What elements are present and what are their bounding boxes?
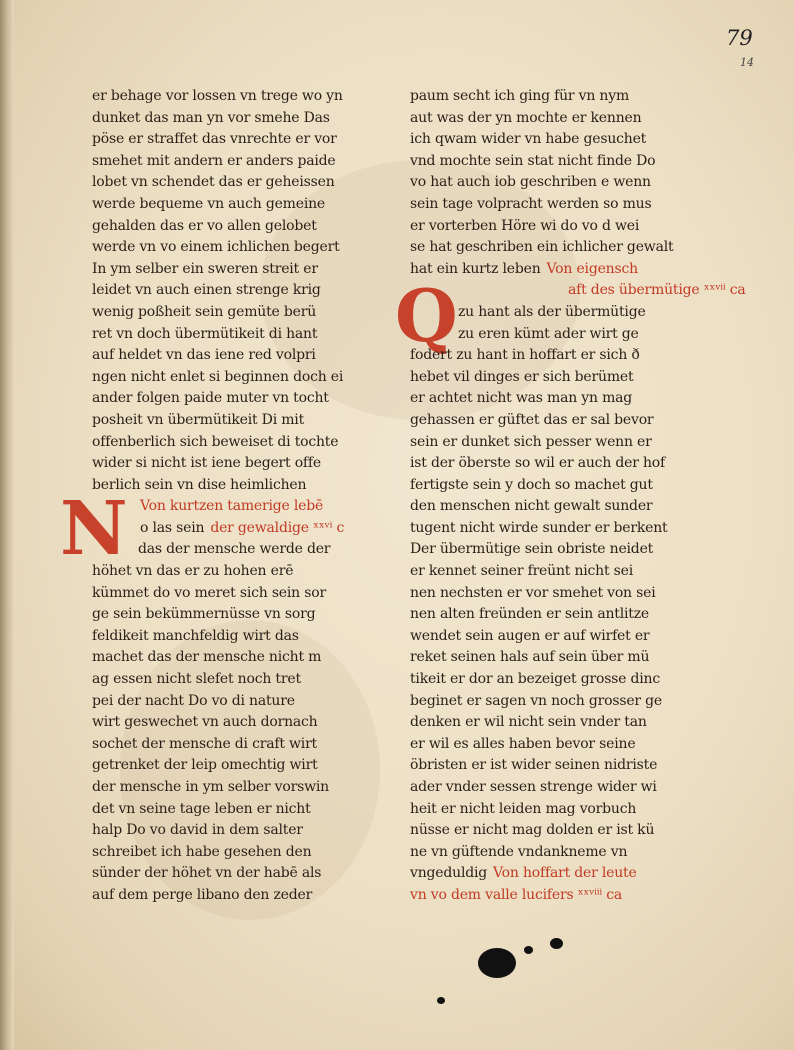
text-line	[410, 734, 710, 756]
text-line	[410, 453, 710, 475]
line-text: ge sein bekümmernüsse vn sorg	[92, 606, 316, 623]
text-line	[410, 626, 710, 648]
text-line	[410, 583, 710, 605]
text-line	[410, 172, 710, 194]
text-line	[92, 324, 392, 346]
line-text: auf dem perge libano den zeder	[92, 886, 313, 903]
text-line	[92, 129, 392, 151]
line-text: öbristen er ist wider seinen nidriste	[410, 757, 658, 774]
line-text: In ym selber ein sweren streit er	[92, 260, 318, 277]
line-text: getrenket der leip omechtig wirt	[92, 757, 318, 774]
text-line	[92, 777, 392, 799]
line-text: ander folgen paide muter vn tocht	[92, 390, 329, 407]
text-line	[92, 691, 392, 713]
illuminated-initial-q: Q	[395, 273, 458, 358]
line-text: fodert zu hant in hoffart er sich ð	[410, 347, 640, 364]
line-text: er wil es alles haben bevor seine	[410, 735, 636, 752]
text-line	[92, 755, 392, 777]
line-text: ist der öberste so wil er auch der hof	[410, 455, 666, 472]
line-text: sein tage volpracht werden so mus	[410, 195, 652, 212]
text-line	[92, 518, 392, 540]
line-text: nen alten freünden er sein antlitze	[410, 606, 649, 623]
text-line	[410, 410, 710, 432]
text-line	[410, 561, 710, 583]
text-line	[92, 453, 392, 475]
text-line	[410, 496, 710, 518]
text-line	[92, 172, 392, 194]
text-line	[410, 388, 710, 410]
line-text: feldikeit manchfeldig wirt das	[92, 627, 299, 644]
text-line	[92, 863, 392, 885]
line-text: Der übermütige sein obriste neidet	[410, 541, 654, 558]
text-line	[410, 345, 710, 367]
text-line	[410, 647, 710, 669]
illuminated-initial-n: N	[60, 486, 128, 572]
line-text: werde bequeme vn auch gemeine	[92, 195, 326, 212]
right-text-column	[410, 86, 746, 907]
line-text: paum secht ich ging für vn nym	[410, 88, 630, 104]
text-line	[92, 432, 392, 454]
line-text: er achtet nicht was man yn mag	[410, 390, 633, 407]
text-line	[92, 86, 392, 108]
line-text: smehet mit andern er anders paide	[92, 152, 336, 169]
line-text: ngen nicht enlet si beginnen doch ei	[92, 368, 344, 385]
text-line	[410, 518, 710, 540]
line-text: er kennet seiner freünt nicht sei	[410, 563, 634, 580]
text-line	[92, 647, 392, 669]
line-text: das der mensche werde der	[138, 541, 331, 558]
line-text: der mensche in ym selber vorswin	[92, 779, 329, 795]
text-line	[410, 842, 710, 864]
text-line	[410, 712, 710, 734]
line-text: tikeit er dor an bezeiget grosse dinc	[410, 671, 660, 688]
text-line	[92, 799, 392, 821]
line-text: ich qwam wider vn habe gesuchet	[410, 131, 647, 148]
line-text: dunket das man yn vor smehe Das	[92, 109, 330, 126]
line-text: vo hat auch iob geschriben e wenn	[410, 174, 651, 191]
line-text: posheit vn übermütikeit Di mit	[92, 411, 305, 428]
line-text: auf heldet vn das iene red volpri	[92, 347, 316, 364]
line-text: heit er nicht leiden mag vorbuch	[410, 800, 637, 817]
folio-subnumber: 14	[740, 56, 754, 69]
rubric-heading: der gewaldige ˣˣᵛⁱ c	[210, 519, 345, 536]
text-line	[92, 194, 392, 216]
text-line	[410, 820, 710, 842]
text-line	[92, 237, 392, 259]
parchment-hole	[478, 948, 516, 978]
text-line	[410, 86, 710, 108]
line-text: ne vn güftende vndankneme vn	[410, 843, 628, 860]
line-text: pöse er straffet das vnrechte er vor	[92, 131, 337, 148]
line-text: denken er wil nicht sein vnder tan	[410, 714, 647, 731]
folio-number: 79	[726, 26, 753, 50]
text-line	[410, 863, 710, 885]
text-line	[92, 151, 392, 173]
rubric-heading: aft des übermütige ˣˣᵛⁱⁱ ca	[568, 282, 746, 299]
line-text: fertigste sein y doch so machet gut	[410, 476, 653, 493]
line-text: ader vnder sessen strenge wider wi	[410, 779, 657, 795]
line-text: zu eren kümt ader wirt ge	[458, 325, 639, 342]
text-line	[92, 410, 392, 432]
parchment-hole	[524, 946, 533, 954]
line-text: lobet vn schendet das er geheissen	[92, 174, 335, 191]
text-line	[410, 108, 710, 130]
text-line	[410, 669, 710, 691]
line-text: er vorterben Höre wi do vo d wei	[410, 217, 640, 234]
line-text: offenberlich sich beweiset di tochte	[92, 433, 339, 450]
line-text: berlich sein vn dise heimlichen	[92, 476, 307, 493]
text-line	[410, 237, 710, 259]
text-line	[410, 777, 710, 799]
text-line	[410, 539, 710, 561]
line-text: nüsse er nicht mag dolden er ist kü	[410, 822, 655, 839]
text-line	[92, 561, 392, 583]
line-text: gehassen er güftet das er sal bevor	[410, 411, 654, 428]
text-line	[92, 885, 392, 907]
left-text-column	[92, 86, 392, 907]
text-line	[92, 712, 392, 734]
text-line	[92, 475, 392, 497]
text-line	[92, 604, 392, 626]
text-line	[92, 280, 392, 302]
text-line	[410, 755, 710, 777]
text-line	[410, 432, 710, 454]
rubric-heading: Von eigensch	[546, 260, 638, 277]
line-text: o las sein	[140, 519, 205, 536]
text-line	[410, 885, 710, 907]
text-line	[92, 345, 392, 367]
parchment-hole	[550, 938, 563, 949]
text-line	[92, 583, 392, 605]
line-text: det vn seine tage leben er nicht	[92, 800, 311, 817]
line-text: wirt geswechet vn auch dornach	[92, 714, 318, 731]
text-line	[92, 669, 392, 691]
line-text: se hat geschriben ein ichlicher gewalt	[410, 239, 674, 256]
parchment-hole	[437, 997, 445, 1004]
text-line	[92, 496, 392, 518]
line-text: gehalden das er vo allen gelobet	[92, 217, 317, 234]
line-text: leidet vn auch einen strenge krig	[92, 282, 321, 299]
line-text: den menschen nicht gewalt sunder	[410, 498, 653, 515]
text-line	[410, 302, 710, 324]
text-line	[410, 216, 710, 238]
line-text: aut was der yn mochte er kennen	[410, 109, 642, 126]
text-line	[92, 842, 392, 864]
line-text: sochet der mensche di craft wirt	[92, 735, 317, 752]
line-text: hebet vil dinges er sich berümet	[410, 368, 634, 385]
text-line	[92, 367, 392, 389]
line-text: schreibet ich habe gesehen den	[92, 843, 312, 860]
line-text: sein er dunket sich pesser wenn er	[410, 433, 652, 450]
text-line	[410, 151, 710, 173]
text-line	[410, 280, 746, 302]
line-text: wenig poßheit sein gemüte berü	[92, 303, 317, 320]
line-text: zu hant als der übermütige	[458, 303, 646, 320]
line-text: vngeduldig	[410, 865, 488, 882]
text-line	[92, 734, 392, 756]
line-text: nen nechsten er vor smehet von sei	[410, 584, 656, 601]
text-line	[410, 129, 710, 151]
text-line	[92, 259, 392, 281]
line-text: ret vn doch übermütikeit di hant	[92, 325, 318, 342]
text-line	[92, 820, 392, 842]
line-text: reket seinen hals auf sein über mü	[410, 649, 650, 666]
rubric-heading: Von kurtzen tamerige lebē	[140, 498, 324, 515]
line-text: halp Do vo david in dem salter	[92, 822, 303, 839]
text-line	[92, 626, 392, 648]
line-text: wider si nicht ist iene begert offe	[92, 455, 321, 472]
text-line	[92, 108, 392, 130]
text-line	[410, 691, 710, 713]
text-line	[410, 475, 710, 497]
text-line	[92, 302, 392, 324]
line-text: hat ein kurtz leben	[410, 260, 541, 277]
text-line	[92, 539, 392, 561]
text-line	[410, 367, 710, 389]
line-text: machet das der mensche nicht m	[92, 649, 322, 666]
line-text: kümmet do vo meret sich sein sor	[92, 584, 326, 601]
rubric-heading: Von hoffart der leute	[493, 865, 637, 882]
line-text: pei der nacht Do vo di nature	[92, 692, 295, 709]
line-text: tugent nicht wirde sunder er berkent	[410, 519, 668, 536]
rubric-heading: vn vo dem valle lucifers ˣˣᵛⁱⁱⁱ ca	[410, 886, 623, 903]
line-text: beginet er sagen vn noch grosser ge	[410, 692, 662, 709]
text-line	[410, 799, 710, 821]
line-text: er behage vor lossen vn trege wo yn	[92, 88, 343, 104]
text-line	[92, 388, 392, 410]
text-line	[410, 194, 710, 216]
line-text: vnd mochte sein stat nicht finde Do	[410, 152, 656, 169]
text-line	[92, 216, 392, 238]
line-text: höhet vn das er zu hohen erē	[92, 563, 294, 580]
line-text: ag essen nicht slefet noch tret	[92, 671, 301, 688]
text-line	[410, 259, 710, 281]
binding-gutter	[0, 0, 14, 1050]
line-text: sünder der höhet vn der habē als	[92, 865, 322, 882]
text-line	[410, 604, 710, 626]
line-text: wendet sein augen er auf wirfet er	[410, 627, 650, 644]
text-line	[410, 324, 710, 346]
line-text: werde vn vo einem ichlichen begert	[92, 239, 340, 256]
